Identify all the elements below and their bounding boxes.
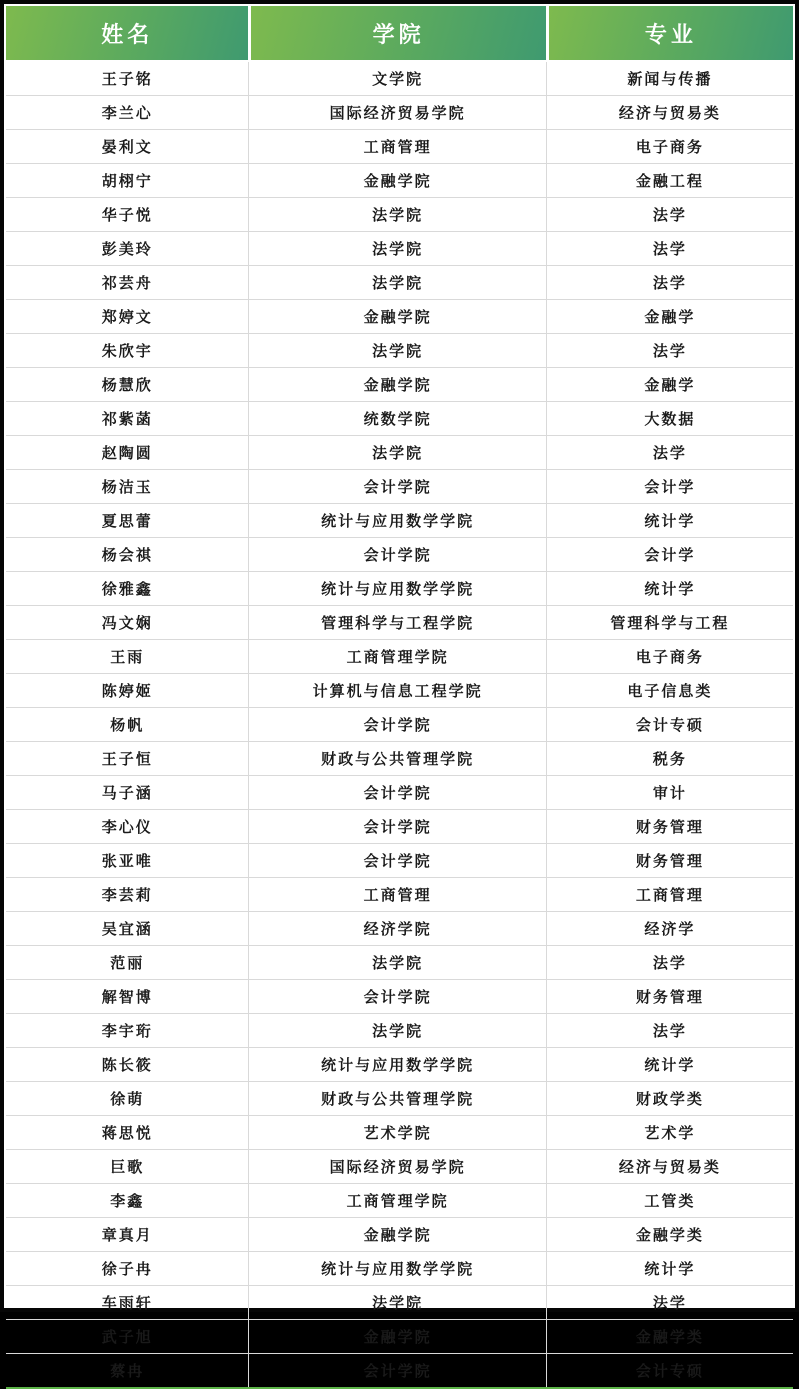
table-row: [6, 164, 793, 198]
table-row: [6, 776, 793, 810]
table-row: [6, 470, 793, 504]
table-row: [6, 504, 793, 538]
table-row: [6, 1218, 793, 1252]
cell-college: 统计与应用数学学院: [248, 504, 545, 538]
cell-major: 经济学: [546, 912, 793, 946]
cell-name: 朱欣宇: [6, 334, 248, 368]
table-row: [6, 334, 793, 368]
table-row: [6, 96, 793, 130]
cell-college: 金融学院: [248, 1320, 545, 1354]
cell-major: 工管类: [546, 1184, 793, 1218]
cell-major: 财政学类: [546, 1082, 793, 1116]
cell-college: 工商管理学院: [248, 1184, 545, 1218]
cell-major: 会计学: [546, 538, 793, 572]
cell-major: 统计学: [546, 1048, 793, 1082]
cell-college: 财政与公共管理学院: [248, 1082, 545, 1116]
cell-name: 彭美玲: [6, 232, 248, 266]
cell-major: 财务管理: [546, 844, 793, 878]
cell-name: 杨帆: [6, 708, 248, 742]
table-row: [6, 946, 793, 980]
cell-major: 经济与贸易类: [546, 96, 793, 130]
cell-name: 李宇珩: [6, 1014, 248, 1048]
table-row: [6, 810, 793, 844]
cell-college: 统计与应用数学学院: [248, 572, 545, 606]
cell-major: 管理科学与工程: [546, 606, 793, 640]
cell-name: 李兰心: [6, 96, 248, 130]
cell-college: 工商管理: [248, 878, 545, 912]
cell-major: 大数据: [546, 402, 793, 436]
cell-college: 金融学院: [248, 1218, 545, 1252]
cell-major: 金融学类: [546, 1218, 793, 1252]
cell-college: 会计学院: [248, 538, 545, 572]
cell-college: 会计学院: [248, 1354, 545, 1387]
table-row: [6, 300, 793, 334]
cell-name: 王子铭: [6, 62, 248, 96]
table-row: [6, 62, 793, 96]
cell-name: 徐子冉: [6, 1252, 248, 1286]
table-row: [6, 198, 793, 232]
table-row: [6, 640, 793, 674]
cell-name: 郑婷文: [6, 300, 248, 334]
cell-college: 会计学院: [248, 844, 545, 878]
cell-major: 金融工程: [546, 164, 793, 198]
column-header-major: 专业: [546, 6, 793, 62]
column-header-name: 姓名: [6, 6, 248, 62]
table-row: [6, 674, 793, 708]
cell-college: 法学院: [248, 232, 545, 266]
table-row: [6, 436, 793, 470]
cell-college: 会计学院: [248, 810, 545, 844]
table-row: [6, 980, 793, 1014]
cell-college: 统数学院: [248, 402, 545, 436]
cell-name: 夏思蕾: [6, 504, 248, 538]
cell-name: 王子恒: [6, 742, 248, 776]
cell-college: 法学院: [248, 1286, 545, 1320]
table-row: [6, 1320, 793, 1354]
cell-college: 统计与应用数学学院: [248, 1252, 545, 1286]
table-row: [6, 912, 793, 946]
cell-major: 法学: [546, 946, 793, 980]
header-row: [6, 6, 793, 62]
cell-name: 章真月: [6, 1218, 248, 1252]
cell-major: 法学: [546, 1286, 793, 1320]
table-row: [6, 606, 793, 640]
cell-name: 解智博: [6, 980, 248, 1014]
cell-major: 电子商务: [546, 130, 793, 164]
cell-major: 会计专硕: [546, 1354, 793, 1387]
table-row: [6, 130, 793, 164]
cell-college: 国际经济贸易学院: [248, 1150, 545, 1184]
cell-major: 审计: [546, 776, 793, 810]
cell-major: 艺术学: [546, 1116, 793, 1150]
cell-college: 会计学院: [248, 980, 545, 1014]
cell-college: 文学院: [248, 62, 545, 96]
cell-name: 马子涵: [6, 776, 248, 810]
column-header-college: 学院: [248, 6, 545, 62]
table-row: [6, 1116, 793, 1150]
cell-college: 计算机与信息工程学院: [248, 674, 545, 708]
table-row: [6, 1354, 793, 1387]
cell-major: 财务管理: [546, 980, 793, 1014]
cell-college: 法学院: [248, 266, 545, 300]
table-row: [6, 232, 793, 266]
table-header: [6, 6, 793, 62]
table-row: [6, 538, 793, 572]
cell-major: 法学: [546, 198, 793, 232]
cell-major: 金融学类: [546, 1320, 793, 1354]
cell-college: 工商管理: [248, 130, 545, 164]
cell-name: 徐萌: [6, 1082, 248, 1116]
cell-name: 张亚唯: [6, 844, 248, 878]
cell-college: 经济学院: [248, 912, 545, 946]
cell-college: 会计学院: [248, 708, 545, 742]
cell-college: 统计与应用数学学院: [248, 1048, 545, 1082]
cell-college: 会计学院: [248, 776, 545, 810]
cell-college: 法学院: [248, 436, 545, 470]
cell-name: 李心仪: [6, 810, 248, 844]
cell-major: 法学: [546, 334, 793, 368]
cell-name: 巨歌: [6, 1150, 248, 1184]
table-row: [6, 878, 793, 912]
cell-name: 陈婷姬: [6, 674, 248, 708]
cell-name: 胡栩宁: [6, 164, 248, 198]
cell-major: 工商管理: [546, 878, 793, 912]
cell-college: 金融学院: [248, 368, 545, 402]
table-row: [6, 1048, 793, 1082]
table-row: [6, 402, 793, 436]
table-row: [6, 742, 793, 776]
cell-name: 李鑫: [6, 1184, 248, 1218]
table-row: [6, 708, 793, 742]
cell-major: 金融学: [546, 300, 793, 334]
cell-name: 杨会祺: [6, 538, 248, 572]
cell-college: 法学院: [248, 946, 545, 980]
cell-name: 武子旭: [6, 1320, 248, 1354]
cell-name: 杨洁玉: [6, 470, 248, 504]
cell-college: 金融学院: [248, 300, 545, 334]
cell-name: 王雨: [6, 640, 248, 674]
cell-name: 陈长筱: [6, 1048, 248, 1082]
cell-college: 国际经济贸易学院: [248, 96, 545, 130]
cell-major: 新闻与传播: [546, 62, 793, 96]
cell-major: 统计学: [546, 1252, 793, 1286]
cell-major: 税务: [546, 742, 793, 776]
cell-major: 法学: [546, 232, 793, 266]
cell-college: 艺术学院: [248, 1116, 545, 1150]
cell-major: 会计学: [546, 470, 793, 504]
table-row: [6, 1184, 793, 1218]
table-row: [6, 844, 793, 878]
cell-name: 徐雅鑫: [6, 572, 248, 606]
table-row: [6, 1252, 793, 1286]
table-body: [6, 62, 793, 1387]
cell-college: 工商管理学院: [248, 640, 545, 674]
cell-major: 法学: [546, 266, 793, 300]
table-row: [6, 1286, 793, 1320]
cell-major: 金融学: [546, 368, 793, 402]
student-roster: [6, 6, 793, 1389]
cell-name: 范丽: [6, 946, 248, 980]
cell-name: 杨慧欣: [6, 368, 248, 402]
cell-major: 统计学: [546, 572, 793, 606]
cell-name: 车雨轩: [6, 1286, 248, 1320]
table-row: [6, 1014, 793, 1048]
table-row: [6, 368, 793, 402]
cell-college: 法学院: [248, 334, 545, 368]
table-row: [6, 1082, 793, 1116]
cell-major: 统计学: [546, 504, 793, 538]
cell-college: 法学院: [248, 1014, 545, 1048]
cell-name: 蒋思悦: [6, 1116, 248, 1150]
cell-major: 财务管理: [546, 810, 793, 844]
cell-name: 蔡冉: [110, 1364, 145, 1380]
roster-table: [6, 6, 793, 1387]
cell-major: 法学: [546, 1014, 793, 1048]
cell-name: 晏利文: [6, 130, 248, 164]
cell-major: 经济与贸易类: [546, 1150, 793, 1184]
cell-major: 电子信息类: [546, 674, 793, 708]
cell-name: 吴宜涵: [6, 912, 248, 946]
cell-college: 管理科学与工程学院: [248, 606, 545, 640]
cell-college: 会计学院: [248, 470, 545, 504]
cell-major: 电子商务: [546, 640, 793, 674]
table-row: [6, 572, 793, 606]
cell-college: 金融学院: [248, 164, 545, 198]
cell-name: 赵陶圆: [6, 436, 248, 470]
cell-college: 财政与公共管理学院: [248, 742, 545, 776]
table-row: [6, 266, 793, 300]
cell-college: 法学院: [248, 198, 545, 232]
cell-name: 冯文娴: [6, 606, 248, 640]
cell-major: 会计专硕: [546, 708, 793, 742]
cell-name: 李芸莉: [6, 878, 248, 912]
cell-name: 祁芸舟: [6, 266, 248, 300]
cell-name: 华子悦: [6, 198, 248, 232]
table-row: [6, 1150, 793, 1184]
cell-name: 祁紫菡: [6, 402, 248, 436]
cell-major: 法学: [546, 436, 793, 470]
